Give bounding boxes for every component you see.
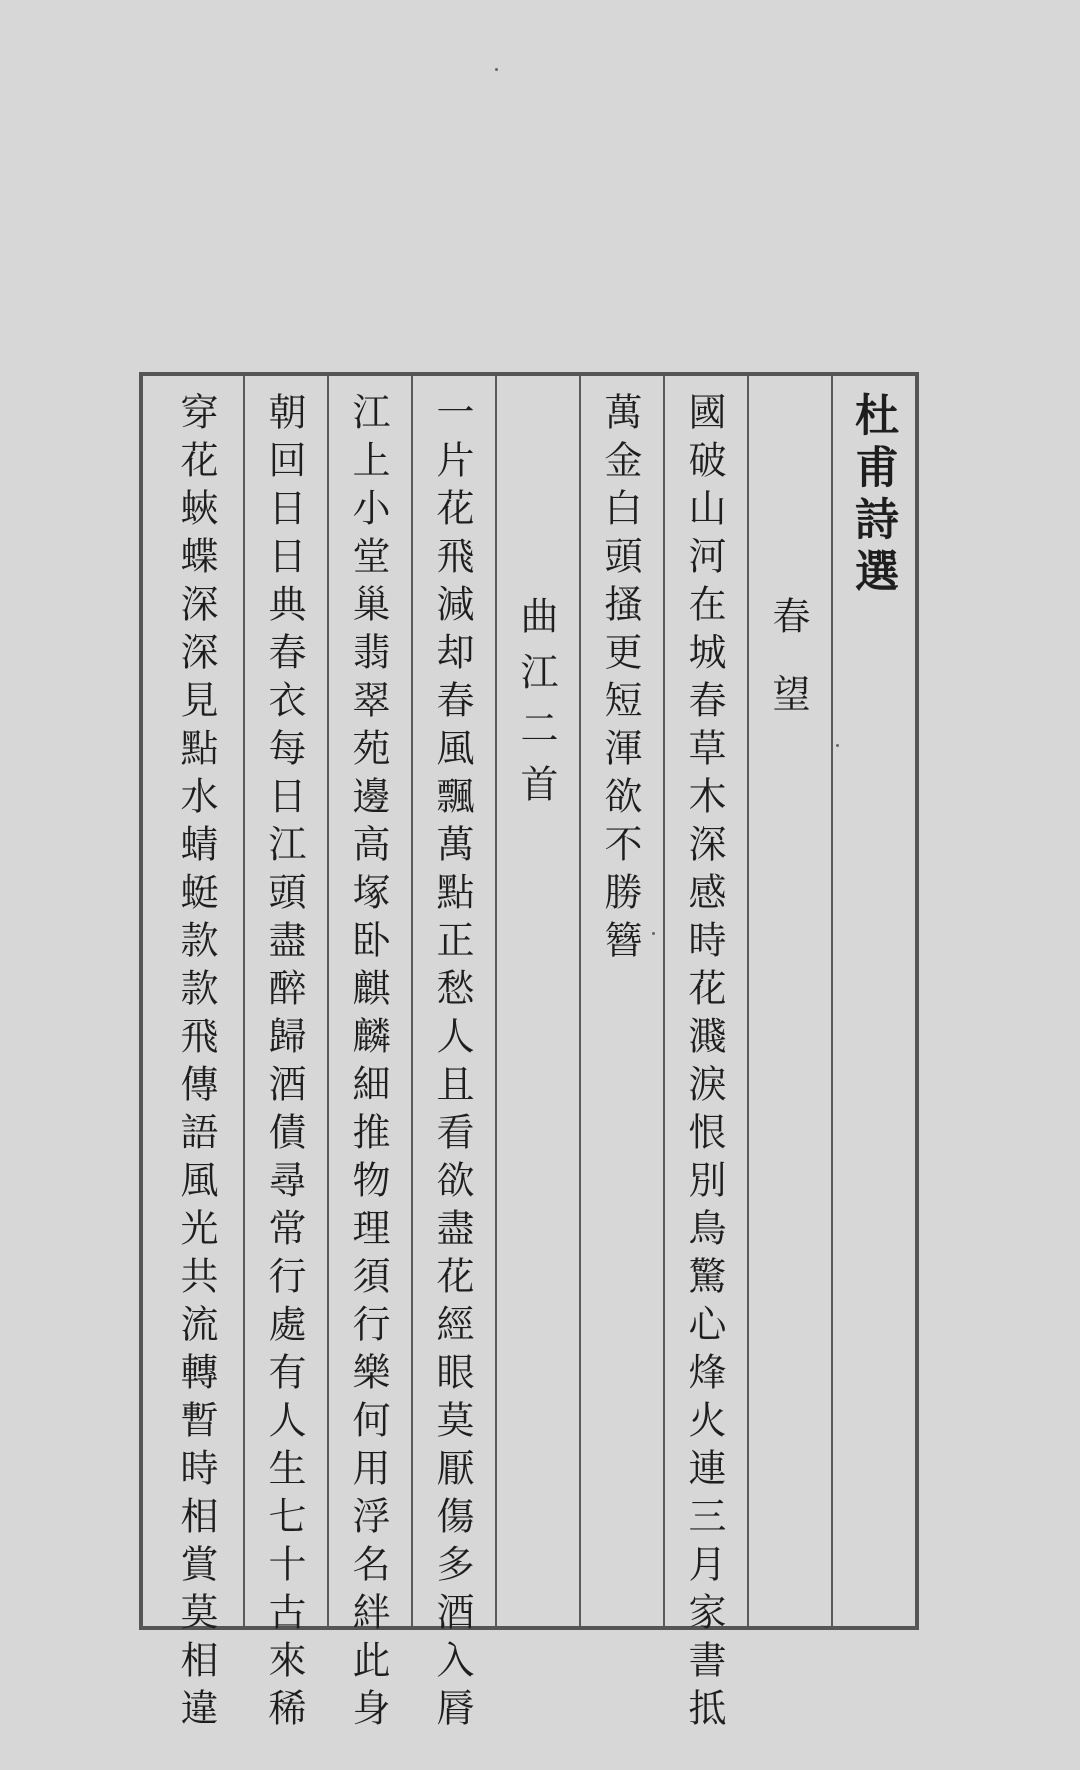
poem-line: 國破山河在城春草木深感時花濺淚恨別鳥驚心烽火連三月家書抵 [682,392,726,1736]
paper-speck [652,932,655,935]
column-divider [327,376,329,1626]
column-divider [831,376,833,1626]
paper-speck [836,744,839,747]
poem-line: 一片花飛減却春風飄萬點正愁人且看欲盡花經眼莫厭傷多酒入脣 [430,392,474,1736]
poem-title-qujiang: 曲江二首 [514,596,558,820]
column-divider [495,376,497,1626]
poem-line: 萬金白頭搔更短渾欲不勝簪 [598,392,642,968]
book-title: 杜甫詩選 [847,392,898,600]
poem-line: 江上小堂巢翡翠苑邊高塚卧麒麟細推物理須行樂何用浮名絆此身 [346,392,390,1736]
column-divider [243,376,245,1626]
column-divider [663,376,665,1626]
manuscript-frame [139,372,919,1736]
poem-title-chunwang: 春望 [766,596,810,752]
poem-line: 朝回日日典春衣每日江頭盡醉歸酒債尋常行處有人生七十古來稀 [262,392,306,1736]
column-divider [579,376,581,1626]
column-divider [747,376,749,1626]
column-divider [411,376,413,1626]
paper-speck [495,68,498,71]
poem-line: 穿花蛺蝶深深見點水蜻蜓款款飛傳語風光共流轉暫時相賞莫相違 [174,392,218,1736]
